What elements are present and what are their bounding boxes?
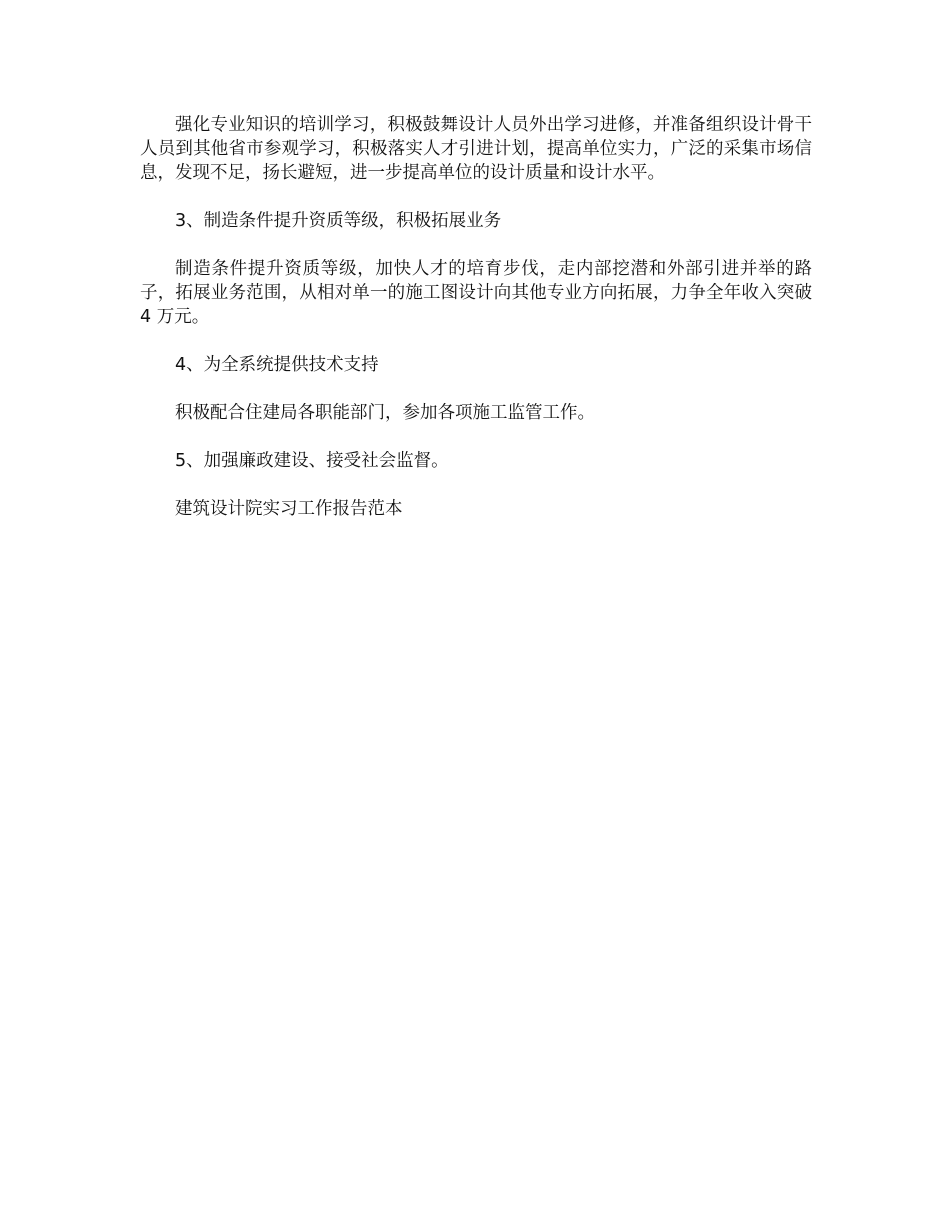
paragraph-qualification: 制造条件提升资质等级，加快人才的培育步伐，走内部挖潜和外部引进并举的路子，拓展业务范围，从相对单一的施工图设计向其他专业方向拓展，力争全年收入突破 4 万元。	[140, 259, 812, 327]
paragraph-training: 强化专业知识的培训学习，积极鼓舞设计人员外出学习进修，并准备组织设计骨干人员到其他省市参观学习，积极落实人才引进计划，提高单位实力，广泛的采集市场信息，发现不足，扬长避短，进一步提高单位的设计质量和设计水平。	[140, 115, 812, 183]
document-body	[140, 113, 812, 545]
heading-qualification: 3、制造条件提升资质等级，积极拓展业务	[175, 211, 502, 231]
heading-tech-support: 4、为全系统提供技术支持	[175, 355, 379, 375]
paragraph-tech-support: 积极配合住建局各职能部门，参加各项施工监管工作。	[175, 403, 595, 423]
heading-integrity: 5、加强廉政建设、接受社会监督。	[175, 451, 449, 471]
report-title-line: 建筑设计院实习工作报告范本	[175, 499, 403, 519]
